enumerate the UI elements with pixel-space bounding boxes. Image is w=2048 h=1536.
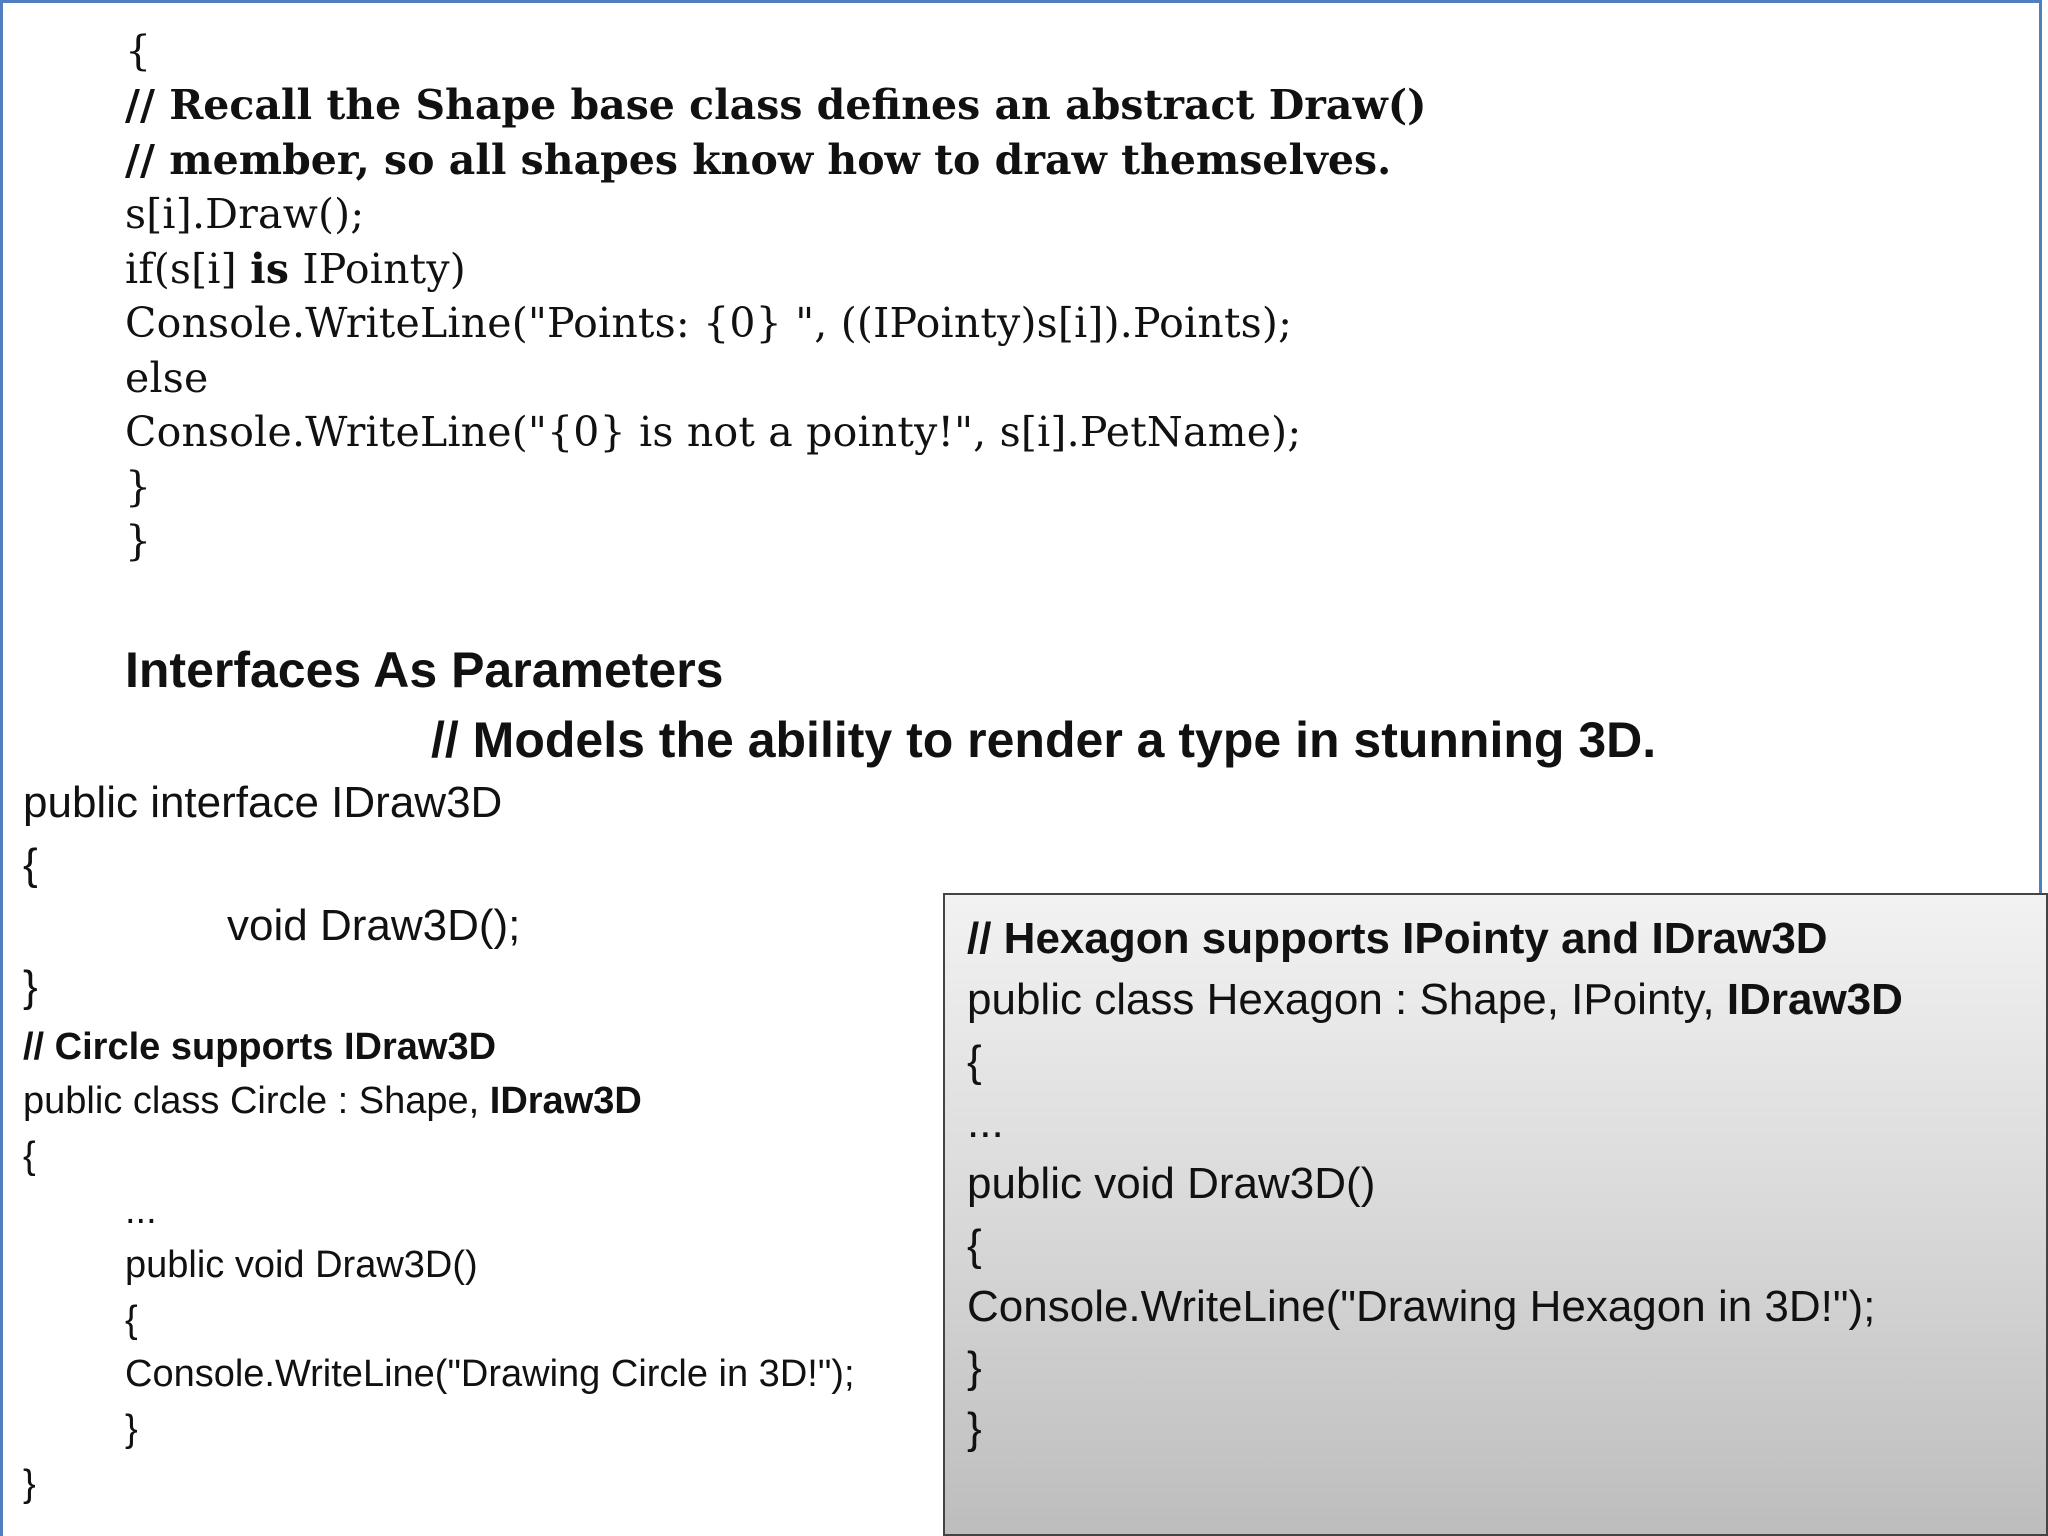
code-draw-call: s[i].Draw(); xyxy=(125,190,365,238)
idraw3d-method: void Draw3D(); xyxy=(227,901,521,950)
hexagon-comment: // Hexagon supports IPointy and IDraw3D xyxy=(967,914,1828,963)
code-close-brace-2: } xyxy=(125,517,152,565)
code-comment-line-1: // Recall the Shape base class defines an abstract Draw() xyxy=(125,81,1427,129)
code-close-brace-1: } xyxy=(125,463,152,511)
circle-decl-prefix: public class Circle : Shape, xyxy=(23,1080,490,1122)
circle-ellipsis: ... xyxy=(125,1190,157,1232)
idraw3d-open-brace: { xyxy=(23,840,38,889)
section-subtitle: // Models the ability to render a type in stunning 3D. xyxy=(431,712,1657,768)
hexagon-code-box xyxy=(943,893,2048,1536)
circle-close-brace: } xyxy=(23,1463,36,1505)
circle-method: public void Draw3D() xyxy=(125,1244,478,1286)
hexagon-method: public void Draw3D() xyxy=(967,1159,1376,1208)
code-open-brace: { xyxy=(125,27,152,75)
circle-comment: // Circle supports IDraw3D xyxy=(23,1026,497,1068)
code-else: else xyxy=(125,354,209,402)
circle-method-close-brace: } xyxy=(125,1408,138,1450)
section-title: Interfaces As Parameters xyxy=(125,642,724,698)
hexagon-method-close-brace: } xyxy=(967,1343,982,1392)
code-writeline-points: Console.WriteLine("Points: {0} ", ((IPointy)s[i]).Points); xyxy=(125,299,1293,347)
circle-declaration xyxy=(23,1082,642,1120)
code-is-keyword: is xyxy=(250,245,290,293)
circle-open-brace: { xyxy=(23,1135,36,1177)
hexagon-decl-interface: IDraw3D xyxy=(1726,975,1903,1024)
hexagon-declaration xyxy=(967,975,1903,1024)
code-if-suffix: IPointy) xyxy=(289,245,466,293)
circle-method-open-brace: { xyxy=(125,1299,138,1341)
hexagon-method-open-brace: { xyxy=(967,1221,982,1270)
code-comment-line-2: // member, so all shapes know how to draw themselves. xyxy=(125,136,1392,184)
hexagon-decl-prefix: public class Hexagon : Shape, IPointy, xyxy=(967,975,1727,1024)
code-if-statement xyxy=(125,245,466,293)
circle-decl-interface: IDraw3D xyxy=(489,1080,642,1122)
code-if-prefix: if(s[i] xyxy=(125,245,251,293)
circle-writeline: Console.WriteLine("Drawing Circle in 3D!"); xyxy=(125,1353,855,1395)
code-writeline-not-pointy: Console.WriteLine("{0} is not a pointy!", s[i].PetName); xyxy=(125,408,1302,456)
idraw3d-close-brace: } xyxy=(23,962,38,1011)
idraw3d-declaration: public interface IDraw3D xyxy=(23,778,503,827)
hexagon-writeline: Console.WriteLine("Drawing Hexagon in 3D!"); xyxy=(967,1282,1876,1331)
hexagon-close-brace: } xyxy=(967,1404,982,1453)
hexagon-open-brace: { xyxy=(967,1037,982,1086)
hexagon-ellipsis: ... xyxy=(967,1098,1004,1147)
